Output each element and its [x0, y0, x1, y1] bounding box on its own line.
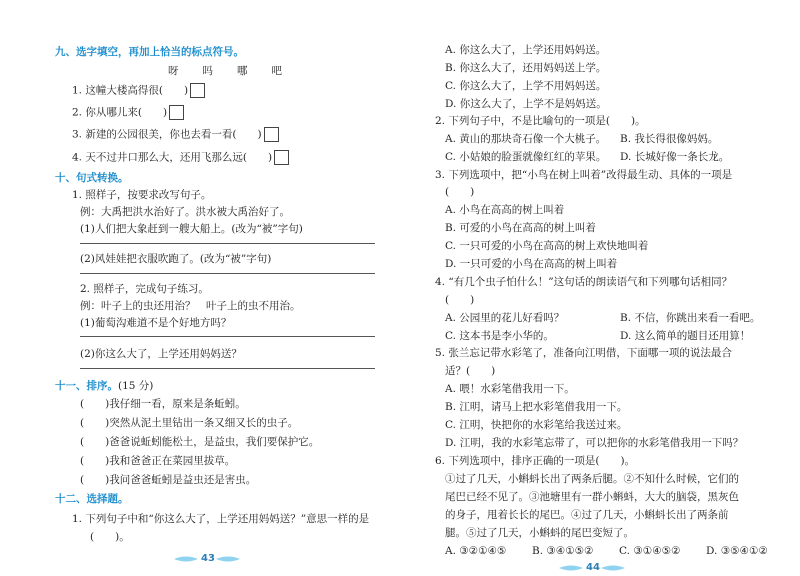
q6-text-1: ①过了几天，小蝌蚪长出了两条后腿。②不知什么时候，它们的 [445, 473, 739, 485]
q5-option-b: B. 江明，请马上把水彩笔借我用一下。 [445, 401, 628, 413]
q6-option-a: A. ③②①④⑤ [445, 545, 507, 557]
q1-option-d: D. 你这么大了，上学不是妈妈送。 [445, 98, 607, 110]
answer-box[interactable] [274, 150, 289, 165]
q6-option-b: B. ③④①⑤② [532, 545, 594, 557]
q5: 5. 张兰忘记带水彩笔了，准备向江明借，下面哪一项的说法最合 [435, 347, 732, 359]
q6-text-3: 的身子，甩着长长的尾巴。④过了几天，小蝌蚪长出了两条前 [445, 509, 729, 521]
s9-item-1: 1. 这幢大楼高得很( ) [72, 83, 205, 98]
right-page [400, 0, 800, 576]
q3-option-c: C. 一只可爱的小鸟在高高的树上欢快地叫着 [445, 240, 649, 252]
q6-option-c: C. ③①④⑤② [619, 545, 681, 557]
section-10-title: 十、句式转换。 [55, 172, 129, 184]
s12-q1-blank: ( )。 [90, 531, 130, 543]
q4-option-d: D. 这么简单的题目还用算！ [620, 330, 751, 342]
s10-q1-example: 例：大禹把洪水治好了。洪水被大禹治好了。 [80, 206, 290, 218]
answer-line[interactable] [80, 243, 375, 244]
s10-q2-example: 例：叶子上的虫还用治？ 叶子上的虫不用治。 [80, 300, 301, 312]
q5-option-d: D. 江明，我的水彩笔忘带了，可以把你的水彩笔借我用一下吗？ [445, 437, 744, 449]
q6-text-4: 腿。⑤过了几天，小蝌蚪的尾巴变短了。 [445, 527, 634, 539]
s10-q1-b: (2)风娃娃把衣服吹跑了。(改为“被”字句) [80, 253, 272, 265]
q2-option-a: A. 黄山的那块奇石像一个大桃子。 [445, 133, 607, 145]
answer-line[interactable] [80, 368, 375, 369]
q1-option-c: C. 你这么大了，上学不用妈妈送。 [445, 80, 607, 92]
section-9-title: 九、选字填空，再加上恰当的标点符号。 [55, 46, 244, 58]
s11-item-1: ( )我仔细一看，原来是条蚯蚓。 [80, 398, 246, 410]
s11-item-4: ( )我和爸爸正在菜园里拔草。 [80, 455, 236, 467]
word-choices: 呀 吗 哪 吧 [168, 65, 283, 77]
q6-option-d: D. ③⑤④①② [706, 545, 768, 557]
section-11-points: (15 分) [118, 380, 154, 392]
q2-option-d: D. 长城好像一条长龙。 [620, 151, 730, 163]
section-11-heading [55, 379, 153, 393]
q5-cont: 适？( ) [445, 365, 496, 377]
q5-option-a: A. 喂！水彩笔借我用一下。 [445, 383, 575, 395]
s10-q2-b: (2)你这么大了，上学还用妈妈送？ [80, 348, 242, 360]
q4-option-c: C. 这本书是李小华的。 [445, 330, 554, 342]
answer-box[interactable] [169, 105, 184, 120]
answer-box[interactable] [190, 83, 205, 98]
q4-blank: ( ) [445, 294, 475, 306]
q3-option-b: B. 可爱的小鸟在高高的树上叫着 [445, 222, 596, 234]
answer-line[interactable] [80, 336, 375, 337]
s10-q2-a: (1)葡萄沟难道不是个好地方吗？ [80, 317, 232, 329]
q6: 6. 下列选项中，排序正确的一项是( )。 [435, 455, 636, 467]
s10-q2: 2. 照样子，完成句子练习。 [80, 283, 209, 295]
answer-line[interactable] [80, 273, 375, 274]
q3: 3. 下列选项中，把“小鸟在树上叫着”改得最生动、具体的一项是 [435, 169, 733, 181]
s12-q1: 1. 下列句子中和“你这么大了，上学还用妈妈送？”意思一样的是 [72, 513, 370, 525]
page-number: 44 [586, 562, 600, 573]
page-number: 43 [201, 553, 215, 564]
s11-item-2: ( )突然从泥土里钻出一条又细又长的虫子。 [80, 417, 299, 429]
q3-option-d: D. 一只可爱的小鸟在高高的树上叫着 [445, 258, 618, 270]
q4: 4. “有几个虫子怕什么！”这句话的朗读语气和下列哪句话相同？ [435, 276, 733, 288]
s10-q1: 1. 照样子，按要求改写句子。 [72, 189, 212, 201]
q5-option-c: C. 江明，快把你的水彩笔给我送过来。 [445, 419, 628, 431]
section-11-title: 十一、排序。 [55, 380, 118, 392]
q4-option-a: A. 公园里的花儿好看吗？ [445, 312, 565, 324]
answer-box[interactable] [264, 127, 279, 142]
q2-option-c: C. 小姑娘的脸蛋就像红红的苹果。 [445, 151, 607, 163]
q2: 2. 下列句子中，不是比喻句的一项是( )。 [435, 115, 646, 127]
q1-option-a: A. 你这么大了，上学还用妈妈送。 [445, 44, 607, 56]
q1-option-b: B. 你这么大了，还用妈妈送上学。 [445, 62, 607, 74]
s11-item-3: ( )爸爸说蚯蚓能松土，是益虫，我们要保护它。 [80, 436, 320, 448]
s11-item-5: ( )我问爸爸蚯蚓是益虫还是害虫。 [80, 474, 257, 486]
q3-blank: ( ) [445, 186, 475, 198]
q6-text-2: 尾巴已经不见了。③池塘里有一群小蝌蚪，大大的脑袋，黑灰色 [445, 491, 739, 503]
s9-item-2: 2. 你从哪儿来( ) [72, 105, 184, 120]
section-12-title: 十二、选择题。 [55, 493, 129, 505]
s10-q1-a: (1)人们把大象赶到一艘大船上。(改为“被”字句) [80, 223, 303, 235]
s9-item-4: 4. 天不过井口那么大，还用飞那么远( ) [72, 150, 289, 165]
q4-option-b: B. 不信，你跳出来看一看吧。 [620, 312, 761, 324]
q3-option-a: A. 小鸟在高高的树上叫着 [445, 204, 565, 216]
q2-option-b: B. 我长得很像妈妈。 [620, 133, 719, 145]
s9-item-3: 3. 新建的公园很美，你也去看一看( ) [72, 127, 279, 142]
